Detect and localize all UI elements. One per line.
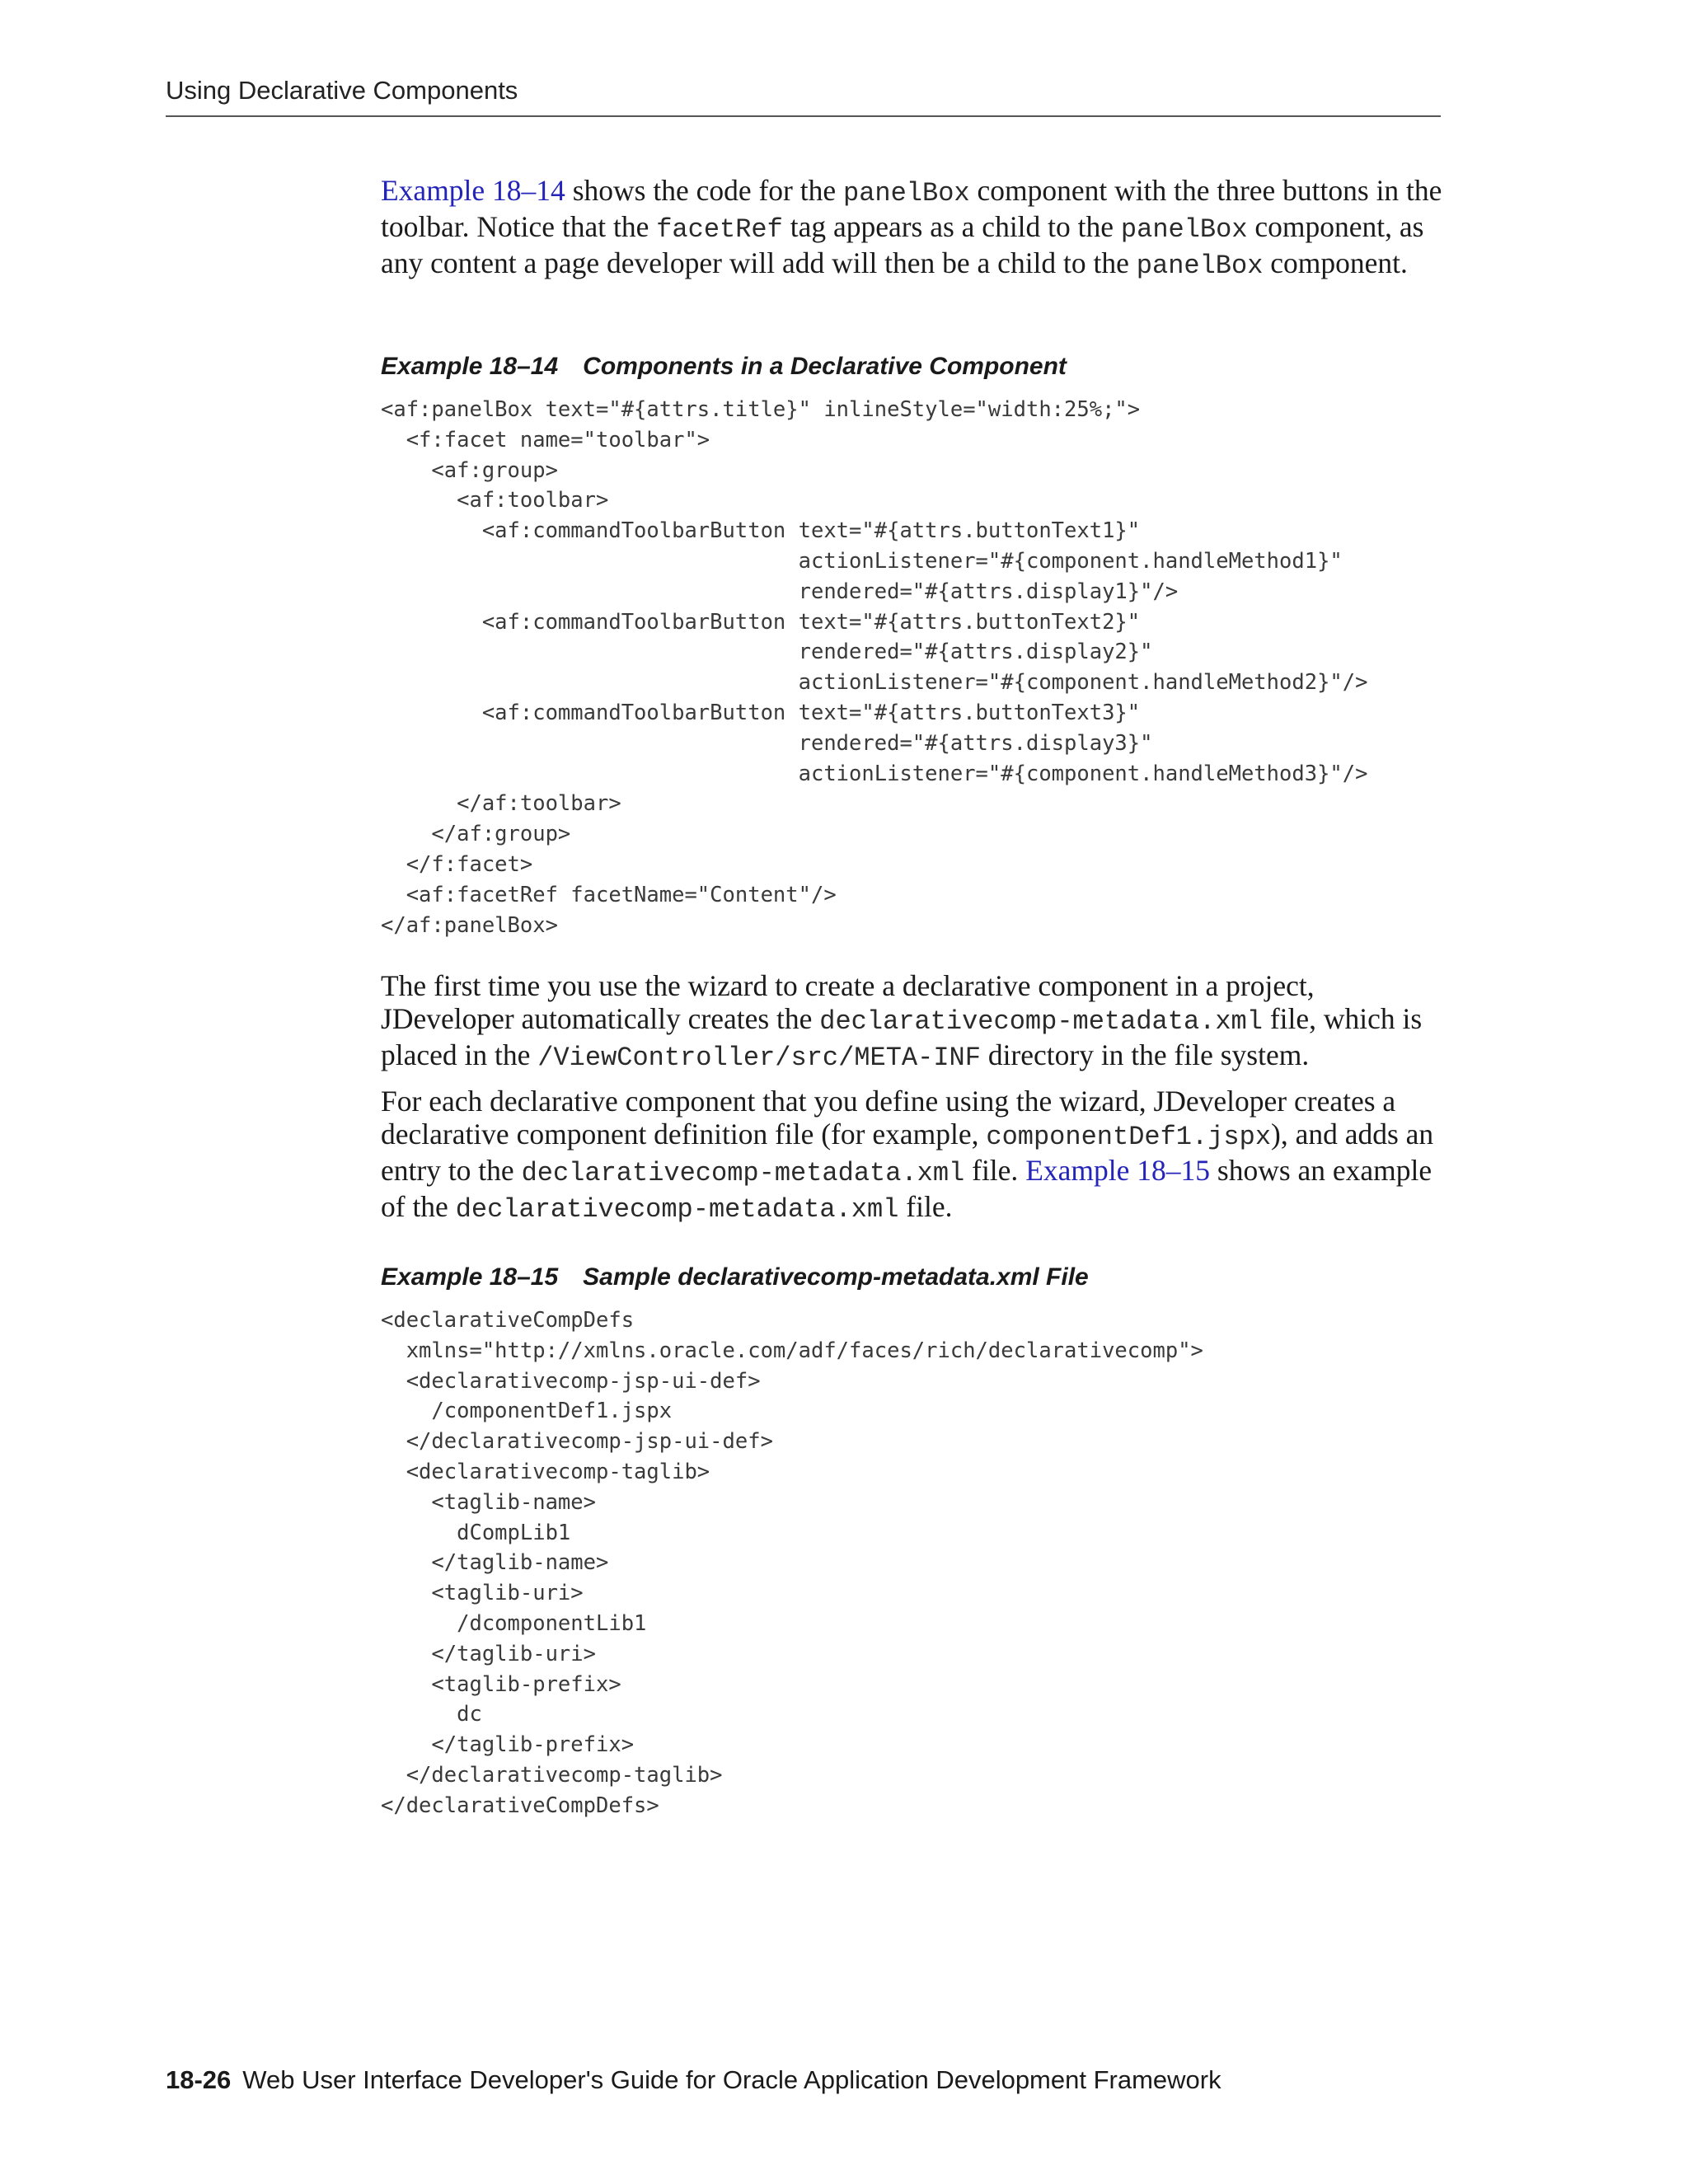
para3-text-2: ), and adds an entry to the xyxy=(381,1118,1434,1187)
intro-text-1: shows the code for the xyxy=(565,174,843,207)
para2-text-3: directory in the file system. xyxy=(980,1038,1310,1071)
intro-text-3: tag appears as a child to the xyxy=(782,210,1121,243)
example-18-14-caption xyxy=(381,353,1067,381)
para2-text-1: The first time you use the wizard to create a declarative component in a project, JDeveloper automatically creates the xyxy=(381,969,1315,1035)
example-18-14-code: <af:panelBox text="#{attrs.title}" inlineStyle="width:25%;"> <f:facet name="toolbar"> <af:group> <af:toolbar> <af:commandToolbarButton text="#{attrs.buttonText1}" actionListener="#{component.handleMethod1}" rendered="#{attrs.display1}"/> <af:commandToolbarButton text="#{attrs.buttonText2}" rendered="#{attrs.display2}" actionListener="#{component.handleMethod2}"/> <af:commandToolbarButton text="#{attrs.buttonText3}" rendered="#{attrs.display3}" actionListener="#{component.handleMethod3}"/> </af:toolbar> </af:group> </f:facet> <af:facetRef facetName="Content"/> </af:panelBox> xyxy=(381,397,1368,938)
book-title: Web User Interface Developer's Guide for Oracle Application Development Framework xyxy=(242,2065,1221,2094)
intro-text-4: component, as any content a page developer will add will then be a child to the xyxy=(381,210,1424,279)
para2-text-2: file, which is placed in the xyxy=(381,1002,1423,1071)
example-18-14-link[interactable]: Example 18–14 xyxy=(381,174,565,207)
example-18-14-title: Components in a Declarative Component xyxy=(583,353,1067,380)
example-18-14-number: Example 18–14 xyxy=(381,353,559,380)
intro-paragraph xyxy=(381,174,1444,283)
code-metadata-xml-3: declarativecomp-metadata.xml xyxy=(455,1194,899,1225)
code-componentdef1: componentDef1.jspx xyxy=(986,1122,1272,1152)
example-18-15-link[interactable]: Example 18–15 xyxy=(1025,1154,1210,1187)
para3-text-1: For each declarative component that you define using the wizard, JDeveloper creates a declarative component definition file (for example, xyxy=(381,1085,1396,1151)
example-18-15-caption xyxy=(381,1263,1089,1291)
para3-text-3: file. xyxy=(964,1154,1026,1187)
header-rule xyxy=(166,115,1441,117)
para3-text-4: shows an example of the xyxy=(381,1154,1432,1223)
intro-text-2: component with the three buttons in the toolbar. Notice that the xyxy=(381,174,1442,243)
example-18-15-title: Sample declarativecomp-metadata.xml File xyxy=(583,1263,1089,1291)
intro-text-5: component. xyxy=(1263,246,1408,279)
paragraph-2 xyxy=(381,969,1444,1075)
page-number: 18-26 xyxy=(166,2065,232,2094)
example-18-15-number: Example 18–15 xyxy=(381,1263,559,1291)
code-panelbox: panelBox xyxy=(842,178,970,209)
code-meta-inf-path: /ViewController/src/META-INF xyxy=(537,1043,981,1073)
example-18-15-code: <declarativeCompDefs xmlns="http://xmlns.oracle.com/adf/faces/rich/declarativecomp"> <declarativecomp-jsp-ui-def> /componentDef1.jspx </declarativecomp-jsp-ui-def> <declarativecomp-taglib> <taglib-name> dCompLib1 </taglib-name> <taglib-uri> /dcomponentLib1 </taglib-uri> <taglib-prefix> dc </taglib-prefix> </declarativecomp-taglib> </declarativeCompDefs> xyxy=(381,1308,1203,1818)
running-head: Using Declarative Components xyxy=(166,76,518,105)
paragraph-3 xyxy=(381,1085,1444,1226)
code-metadata-xml: declarativecomp-metadata.xml xyxy=(819,1006,1263,1037)
para3-text-5: file. xyxy=(898,1190,953,1223)
code-panelbox-2: panelBox xyxy=(1120,214,1248,245)
code-metadata-xml-2: declarativecomp-metadata.xml xyxy=(521,1158,965,1188)
code-panelbox-3: panelBox xyxy=(1136,251,1264,281)
code-facetref: facetRef xyxy=(656,214,783,245)
page-footer xyxy=(166,2065,1221,2095)
